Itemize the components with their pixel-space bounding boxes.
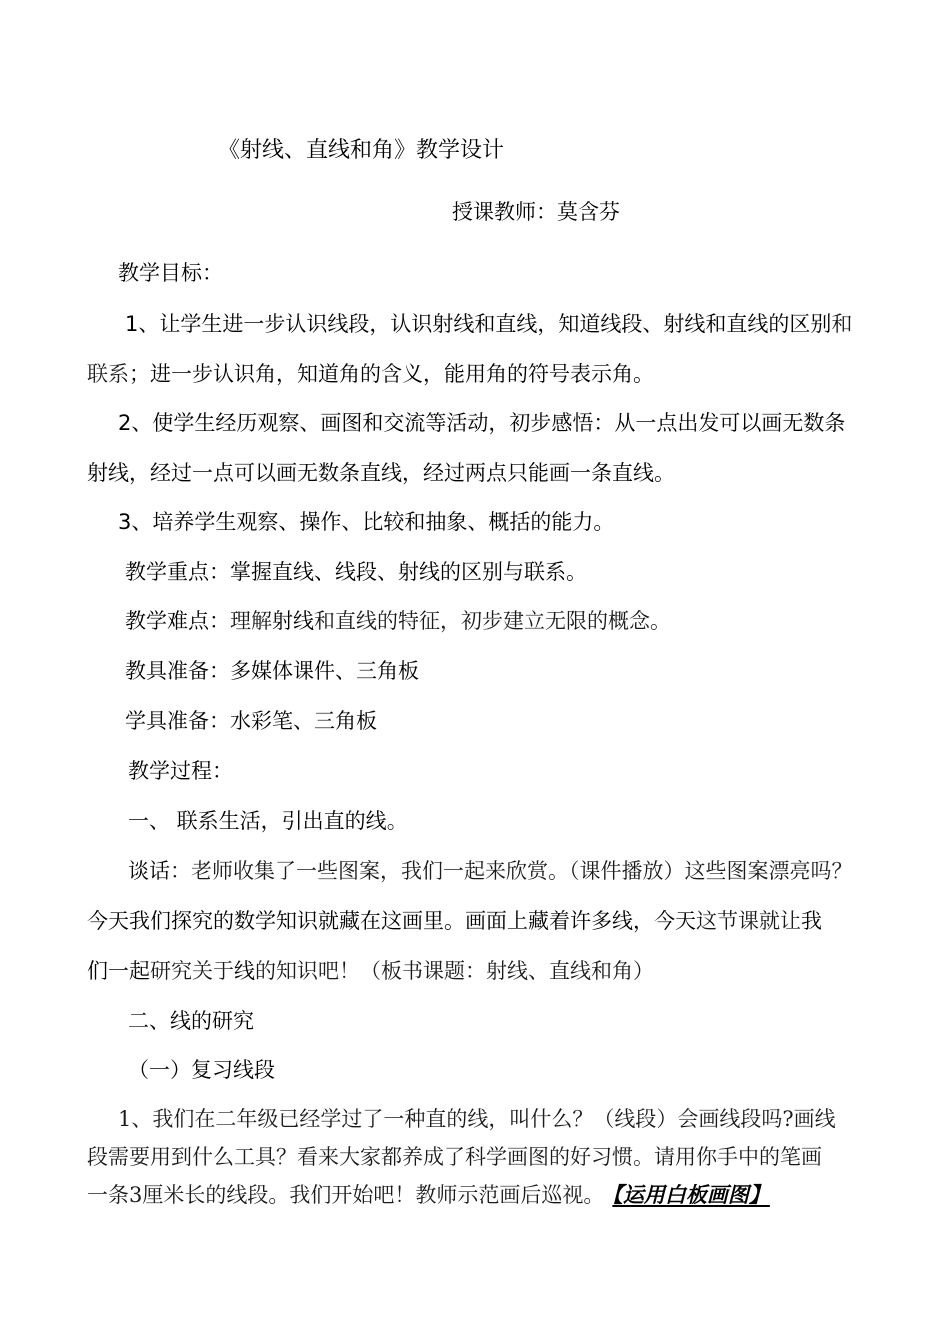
difficulty-text-d: 线的特征，初步建立无限的概念。 bbox=[356, 609, 671, 633]
objective-1-line-2 bbox=[87, 359, 654, 389]
talk-line-3-b: 研究关于 bbox=[150, 959, 234, 983]
key-point: 教学重点：掌握直线、线段、射线的区别与联系。 bbox=[125, 560, 587, 584]
talk-line-2-c: 我 bbox=[801, 909, 822, 933]
objective-1-line-1-text: 1、让学生进一步认识线段，认识射线和直线，知道线段、射线和直线的区别 bbox=[125, 312, 832, 336]
talk-line-1-text: ：老师收集了一些图案，我们一起来欣赏。（课件播放）这些图案漂亮吗？ bbox=[170, 859, 853, 883]
objective-3: 3、培养学生观察、操作、比较和抽象、概括的能力。 bbox=[118, 510, 615, 534]
teacher-name: 授课教师：莫含芬 bbox=[452, 200, 620, 224]
section-2-heading: 二、线的研究 bbox=[128, 1009, 254, 1033]
objective-2-line-2: 射线，经过一点可以画无数条直线，经过两点只能画一条直线。 bbox=[87, 461, 675, 485]
objective-1-line-1-tail: 和 bbox=[831, 312, 853, 336]
objective-2-line-1: 2、使学生经历观察、画图和交流等活动，初步感悟：从一点出发可以画无数条 bbox=[118, 411, 846, 435]
objective-1-line-2-text: ；进一步认识角，知道角的含义，能用角的符号表示角。 bbox=[129, 362, 654, 386]
review-line-3-text: 一条3厘米长的线段。我们开始吧！教师示范画后巡视。 bbox=[87, 1183, 605, 1207]
talk-line-3 bbox=[87, 956, 654, 986]
talk-line-3-c: 线 bbox=[234, 959, 255, 983]
review-line-3 bbox=[87, 1180, 770, 1210]
section-1-dot: 。 bbox=[386, 809, 408, 833]
talk-line-3-d: 的知识吧！（板书课题：射线、直线和角） bbox=[255, 959, 654, 983]
whiteboard-note: 【运用白板画图】 bbox=[612, 1183, 770, 1207]
student-tools: 学具准备：水彩笔、三角板 bbox=[125, 709, 377, 733]
talk-line-2-b: 这节课就让 bbox=[696, 909, 801, 933]
subsection-1-heading: （一）复习线段 bbox=[128, 1058, 275, 1082]
difficulty-text-c: 和直 bbox=[314, 609, 356, 633]
talk-line-1 bbox=[128, 856, 853, 886]
review-line-1: 1、我们在二年级已经学过了一种直的线，叫什么？（线段）会画线段吗?画线 bbox=[118, 1107, 836, 1131]
difficulty-label: 教学难点： bbox=[125, 609, 230, 633]
process-heading: 教学过程： bbox=[128, 759, 233, 783]
section-1-text: 一、 联系生活，引出直的线 bbox=[128, 809, 387, 833]
difficulty bbox=[125, 606, 671, 636]
talk-line-2 bbox=[87, 906, 822, 936]
document-title: 《射线、直线和角》教学设计 bbox=[218, 138, 505, 163]
difficulty-text-b: 射线 bbox=[272, 609, 314, 633]
talk-line-3-a: 们一起 bbox=[87, 959, 150, 983]
teacher-tools: 教具准备：多媒体课件、三角板 bbox=[125, 659, 419, 683]
objectives-heading: 教学目标： bbox=[118, 261, 223, 285]
objective-1-line-2-head: 联系 bbox=[87, 362, 129, 386]
objective-1-line-1 bbox=[125, 309, 852, 339]
review-line-2: 段需要用到什么工具？看来大家都养成了科学画图的好习惯。请用你手中的笔画 bbox=[87, 1145, 822, 1169]
section-1-heading bbox=[128, 806, 408, 836]
talk-line-2-a: 今天我们探究的数学知识就藏在这画里。画面上藏着许多线，今天 bbox=[87, 909, 696, 933]
difficulty-text-a: 理解 bbox=[230, 609, 272, 633]
talk-label: 谈话 bbox=[128, 859, 170, 883]
